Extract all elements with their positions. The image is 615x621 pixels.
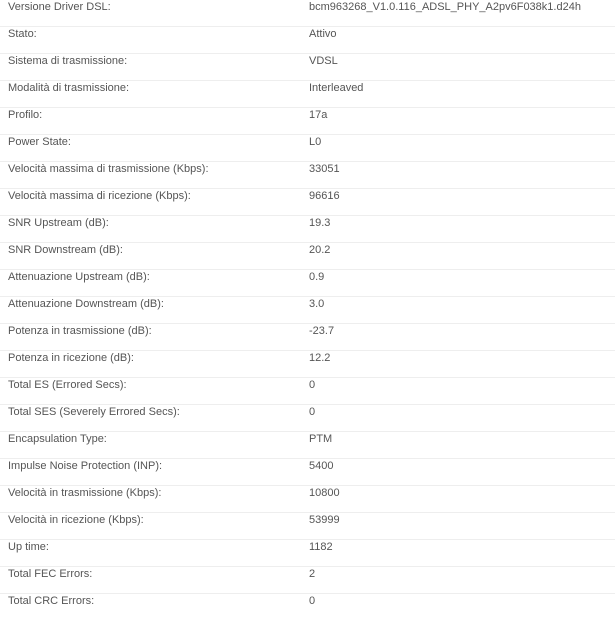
label-fec-errors: Total FEC Errors: xyxy=(8,568,93,580)
value-max-downstream-rate: 96616 xyxy=(309,190,340,202)
label-uptime: Up time: xyxy=(8,541,49,553)
row-tx-power xyxy=(0,324,615,351)
row-rx-power xyxy=(0,351,615,378)
value-transmission-mode: Interleaved xyxy=(309,82,364,94)
value-rx-power: 12.2 xyxy=(309,352,331,364)
value-attenuation-downstream: 3.0 xyxy=(309,298,325,310)
row-fec-errors xyxy=(0,567,615,594)
value-status: Attivo xyxy=(309,28,337,40)
label-transmission-system: Sistema di trasmissione: xyxy=(8,55,128,67)
value-total-es: 0 xyxy=(309,379,316,391)
row-attenuation-downstream xyxy=(0,297,615,324)
value-profile: 17a xyxy=(309,109,328,121)
label-crc-errors: Total CRC Errors: xyxy=(8,595,95,607)
row-driver-version xyxy=(0,0,615,27)
label-max-downstream-rate: Velocità massima di ricezione (Kbps): xyxy=(8,190,191,202)
row-snr-downstream xyxy=(0,243,615,270)
label-downstream-rate: Velocità in ricezione (Kbps): xyxy=(8,514,144,526)
label-profile: Profilo: xyxy=(8,109,43,121)
row-upstream-rate xyxy=(0,486,615,513)
row-inp xyxy=(0,459,615,486)
row-transmission-mode xyxy=(0,81,615,108)
row-profile xyxy=(0,108,615,135)
value-upstream-rate: 10800 xyxy=(309,487,340,499)
value-total-ses: 0 xyxy=(309,406,316,418)
row-max-upstream-rate xyxy=(0,162,615,189)
value-transmission-system: VDSL xyxy=(309,55,338,67)
row-crc-errors xyxy=(0,594,615,621)
row-uptime xyxy=(0,540,615,567)
label-rx-power: Potenza in ricezione (dB): xyxy=(8,352,134,364)
row-total-es xyxy=(0,378,615,405)
label-max-upstream-rate: Velocità massima di trasmissione (Kbps): xyxy=(8,163,209,175)
value-inp: 5400 xyxy=(309,460,334,472)
value-driver-version: bcm963268_V1.0.116_ADSL_PHY_A2pv6F038k1.d24h xyxy=(309,1,581,13)
row-attenuation-upstream xyxy=(0,270,615,297)
row-status xyxy=(0,27,615,54)
row-snr-upstream xyxy=(0,216,615,243)
label-attenuation-upstream: Attenuazione Upstream (dB): xyxy=(8,271,150,283)
value-encapsulation-type: PTM xyxy=(309,433,333,445)
row-downstream-rate xyxy=(0,513,615,540)
label-tx-power: Potenza in trasmissione (dB): xyxy=(8,325,152,337)
row-transmission-system xyxy=(0,54,615,81)
value-snr-upstream: 19.3 xyxy=(309,217,331,229)
label-snr-upstream: SNR Upstream (dB): xyxy=(8,217,109,229)
label-upstream-rate: Velocità in trasmissione (Kbps): xyxy=(8,487,162,499)
row-max-downstream-rate xyxy=(0,189,615,216)
value-fec-errors: 2 xyxy=(309,568,316,580)
label-driver-version: Versione Driver DSL: xyxy=(8,1,111,13)
label-total-ses: Total SES (Severely Errored Secs): xyxy=(8,406,180,418)
label-power-state: Power State: xyxy=(8,136,71,148)
label-encapsulation-type: Encapsulation Type: xyxy=(8,433,107,445)
label-total-es: Total ES (Errored Secs): xyxy=(8,379,127,391)
value-downstream-rate: 53999 xyxy=(309,514,340,526)
value-uptime: 1182 xyxy=(309,541,333,553)
label-attenuation-downstream: Attenuazione Downstream (dB): xyxy=(8,298,164,310)
value-power-state: L0 xyxy=(309,136,322,148)
value-crc-errors: 0 xyxy=(309,595,316,607)
label-snr-downstream: SNR Downstream (dB): xyxy=(8,244,123,256)
value-tx-power: -23.7 xyxy=(309,325,335,337)
value-max-upstream-rate: 33051 xyxy=(309,163,340,175)
row-encapsulation-type xyxy=(0,432,615,459)
row-power-state xyxy=(0,135,615,162)
row-total-ses xyxy=(0,405,615,432)
label-status: Stato: xyxy=(8,28,37,40)
value-snr-downstream: 20.2 xyxy=(309,244,331,256)
value-attenuation-upstream: 0.9 xyxy=(309,271,325,283)
label-transmission-mode: Modalità di trasmissione: xyxy=(8,82,130,94)
label-inp: Impulse Noise Protection (INP): xyxy=(8,460,163,472)
